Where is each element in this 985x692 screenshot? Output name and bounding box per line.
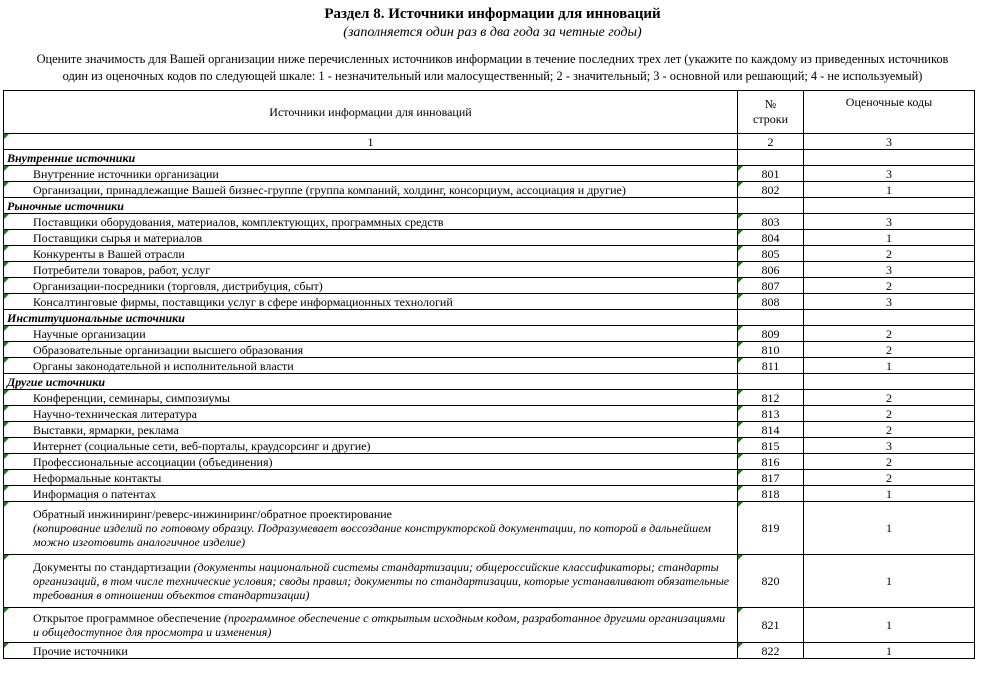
row-label: Поставщики сырья и материалов [4, 230, 738, 246]
row-label: Информация о патентах [4, 486, 738, 502]
row-code-cell[interactable]: 2 [804, 390, 975, 406]
row-label: Консалтинговые фирмы, поставщики услуг в сфере информационных технологий [4, 294, 738, 310]
table-row [4, 454, 975, 470]
row-label: Потребители товаров, работ, услуг [4, 262, 738, 278]
row-label-with-note [4, 608, 738, 643]
table-row [4, 294, 975, 310]
section-blank-cell [738, 374, 804, 390]
table-row [4, 358, 975, 374]
row-note: (программное обеспечение с открытым исходным кодом, разработанное другими организациями и общедоступное для просмотра и изменения) [33, 611, 726, 639]
column-number-2: 2 [738, 134, 804, 150]
row-label: Организации, принадлежащие Вашей бизнес-группе (группа компаний, холдинг, консорциум, ассоциация и другие) [4, 182, 738, 198]
row-code-cell[interactable]: 2 [804, 246, 975, 262]
table-row [4, 230, 975, 246]
row-label: Органы законодательной и исполнительной власти [4, 358, 738, 374]
header-codes: Оценочные коды [804, 91, 975, 134]
section-blank-cell [738, 198, 804, 214]
table-row [4, 390, 975, 406]
instructions-line-2: один из оценочных кодов по следующей шкале: 1 - незначительный или малосущественный; 2 - значительный; 3 - основной или решающий; 4 - не используемый) [62, 69, 923, 83]
row-line-number: 803 [738, 214, 804, 230]
row-line-number: 815 [738, 438, 804, 454]
row-label: Открытое программное обеспечение [33, 611, 221, 625]
row-line-number: 817 [738, 470, 804, 486]
row-label: Выставки, ярмарки, реклама [4, 422, 738, 438]
section-row [4, 374, 975, 390]
row-code-cell[interactable]: 1 [804, 358, 975, 374]
row-code-cell[interactable]: 2 [804, 278, 975, 294]
row-line-number: 801 [738, 166, 804, 182]
section-blank-cell [738, 310, 804, 326]
table-row [4, 166, 975, 182]
row-code-cell[interactable]: 2 [804, 422, 975, 438]
table-row [4, 262, 975, 278]
section-row [4, 150, 975, 166]
row-code-cell[interactable]: 2 [804, 454, 975, 470]
row-line-number: 805 [738, 246, 804, 262]
row-label: Неформальные контакты [4, 470, 738, 486]
table-row [4, 643, 975, 659]
section-blank-cell [804, 310, 975, 326]
row-code-cell[interactable]: 1 [804, 555, 975, 608]
table-row [4, 342, 975, 358]
table-row [4, 406, 975, 422]
row-label: Конференции, семинары, симпозиумы [4, 390, 738, 406]
row-code-cell[interactable]: 1 [804, 182, 975, 198]
row-code-cell[interactable]: 3 [804, 438, 975, 454]
row-code-cell[interactable]: 3 [804, 214, 975, 230]
row-line-number: 804 [738, 230, 804, 246]
section-blank-cell [804, 374, 975, 390]
instructions-line-1: Оцените значимость для Вашей организации ниже перечисленных источников информации в течение последних трех лет (укажите по каждому из приведенных источников [36, 52, 949, 66]
row-label-with-note [4, 502, 738, 555]
row-label: Организации-посредники (торговля, дистрибуция, сбыт) [4, 278, 738, 294]
section-internal: Внутренние источники [4, 150, 738, 166]
row-label: Документы по стандартизации [33, 560, 191, 574]
row-code-cell[interactable]: 3 [804, 294, 975, 310]
section-row [4, 198, 975, 214]
table-header-row [4, 91, 975, 134]
row-label: Образовательные организации высшего образования [4, 342, 738, 358]
row-label: Конкуренты в Вашей отрасли [4, 246, 738, 262]
row-line-number: 808 [738, 294, 804, 310]
row-label: Обратный инжиниринг/реверс-инжиниринг/обратное проектирование [33, 507, 393, 521]
row-code-cell[interactable]: 3 [804, 262, 975, 278]
row-label: Профессиональные ассоциации (объединения) [4, 454, 738, 470]
table-row [4, 608, 975, 643]
row-line-number: 816 [738, 454, 804, 470]
row-label: Внутренние источники организации [4, 166, 738, 182]
row-code-cell[interactable]: 3 [804, 166, 975, 182]
column-number-row [4, 134, 975, 150]
table-row [4, 438, 975, 454]
row-label: Научно-техническая литература [4, 406, 738, 422]
row-line-number: 811 [738, 358, 804, 374]
section-institutional: Институциональные источники [4, 310, 738, 326]
row-code-cell[interactable]: 2 [804, 342, 975, 358]
sources-table [3, 90, 975, 659]
row-code-cell[interactable]: 1 [804, 486, 975, 502]
row-note: (документы национальной системы стандартизации; общероссийские классификаторы; стандарты организаций, в том числе технические условия; своды правил; документы по стандартизации, которые устанавливают обязательные требования в отношении объектов стандартизации) [33, 560, 730, 602]
row-line-number: 806 [738, 262, 804, 278]
table-row [4, 486, 975, 502]
table-row [4, 502, 975, 555]
row-code-cell[interactable]: 1 [804, 643, 975, 659]
table-row [4, 555, 975, 608]
row-line-number: 818 [738, 486, 804, 502]
row-code-cell[interactable]: 1 [804, 230, 975, 246]
row-label: Интернет (социальные сети, веб-порталы, краудсорсинг и другие) [4, 438, 738, 454]
row-code-cell[interactable]: 2 [804, 406, 975, 422]
section-row [4, 310, 975, 326]
row-label-with-note [4, 555, 738, 608]
section-blank-cell [804, 198, 975, 214]
section-blank-cell [738, 150, 804, 166]
row-line-number: 821 [738, 608, 804, 643]
instructions [0, 51, 985, 85]
header-line-number [738, 91, 804, 134]
row-label: Поставщики оборудования, материалов, комплектующих, программных средств [4, 214, 738, 230]
header-line-number-symbol: № [764, 97, 777, 111]
row-label: Прочие источники [4, 643, 738, 659]
section-title: Раздел 8. Источники информации для инноваций [324, 6, 661, 22]
section-other: Другие источники [4, 374, 738, 390]
row-line-number: 807 [738, 278, 804, 294]
section-subtitle: (заполняется один раз в два года за четные годы) [343, 25, 642, 40]
column-number-1: 1 [4, 134, 738, 150]
table-row [4, 246, 975, 262]
table-row [4, 214, 975, 230]
row-line-number: 802 [738, 182, 804, 198]
row-code-cell[interactable]: 1 [804, 608, 975, 643]
table-row [4, 182, 975, 198]
row-line-number: 809 [738, 326, 804, 342]
row-line-number: 812 [738, 390, 804, 406]
row-line-number: 813 [738, 406, 804, 422]
row-line-number: 810 [738, 342, 804, 358]
row-line-number: 819 [738, 502, 804, 555]
row-code-cell[interactable]: 2 [804, 470, 975, 486]
column-number-3: 3 [804, 134, 975, 150]
section-market: Рыночные источники [4, 198, 738, 214]
table-row [4, 278, 975, 294]
row-note: (копирование изделий по готовому образцу. Подразумевает воссоздание конструкторской документации, по которой в дальнейшем можно изготовить аналогичное изделие) [33, 521, 711, 549]
row-label: Научные организации [4, 326, 738, 342]
row-line-number: 814 [738, 422, 804, 438]
row-code-cell[interactable]: 2 [804, 326, 975, 342]
row-code-cell[interactable]: 1 [804, 502, 975, 555]
section-blank-cell [804, 150, 975, 166]
table-row [4, 470, 975, 486]
table-row [4, 422, 975, 438]
row-line-number: 822 [738, 643, 804, 659]
row-line-number: 820 [738, 555, 804, 608]
header-line-number-word: строки [753, 112, 788, 126]
table-row [4, 326, 975, 342]
header-sources: Источники информации для инноваций [4, 91, 738, 134]
